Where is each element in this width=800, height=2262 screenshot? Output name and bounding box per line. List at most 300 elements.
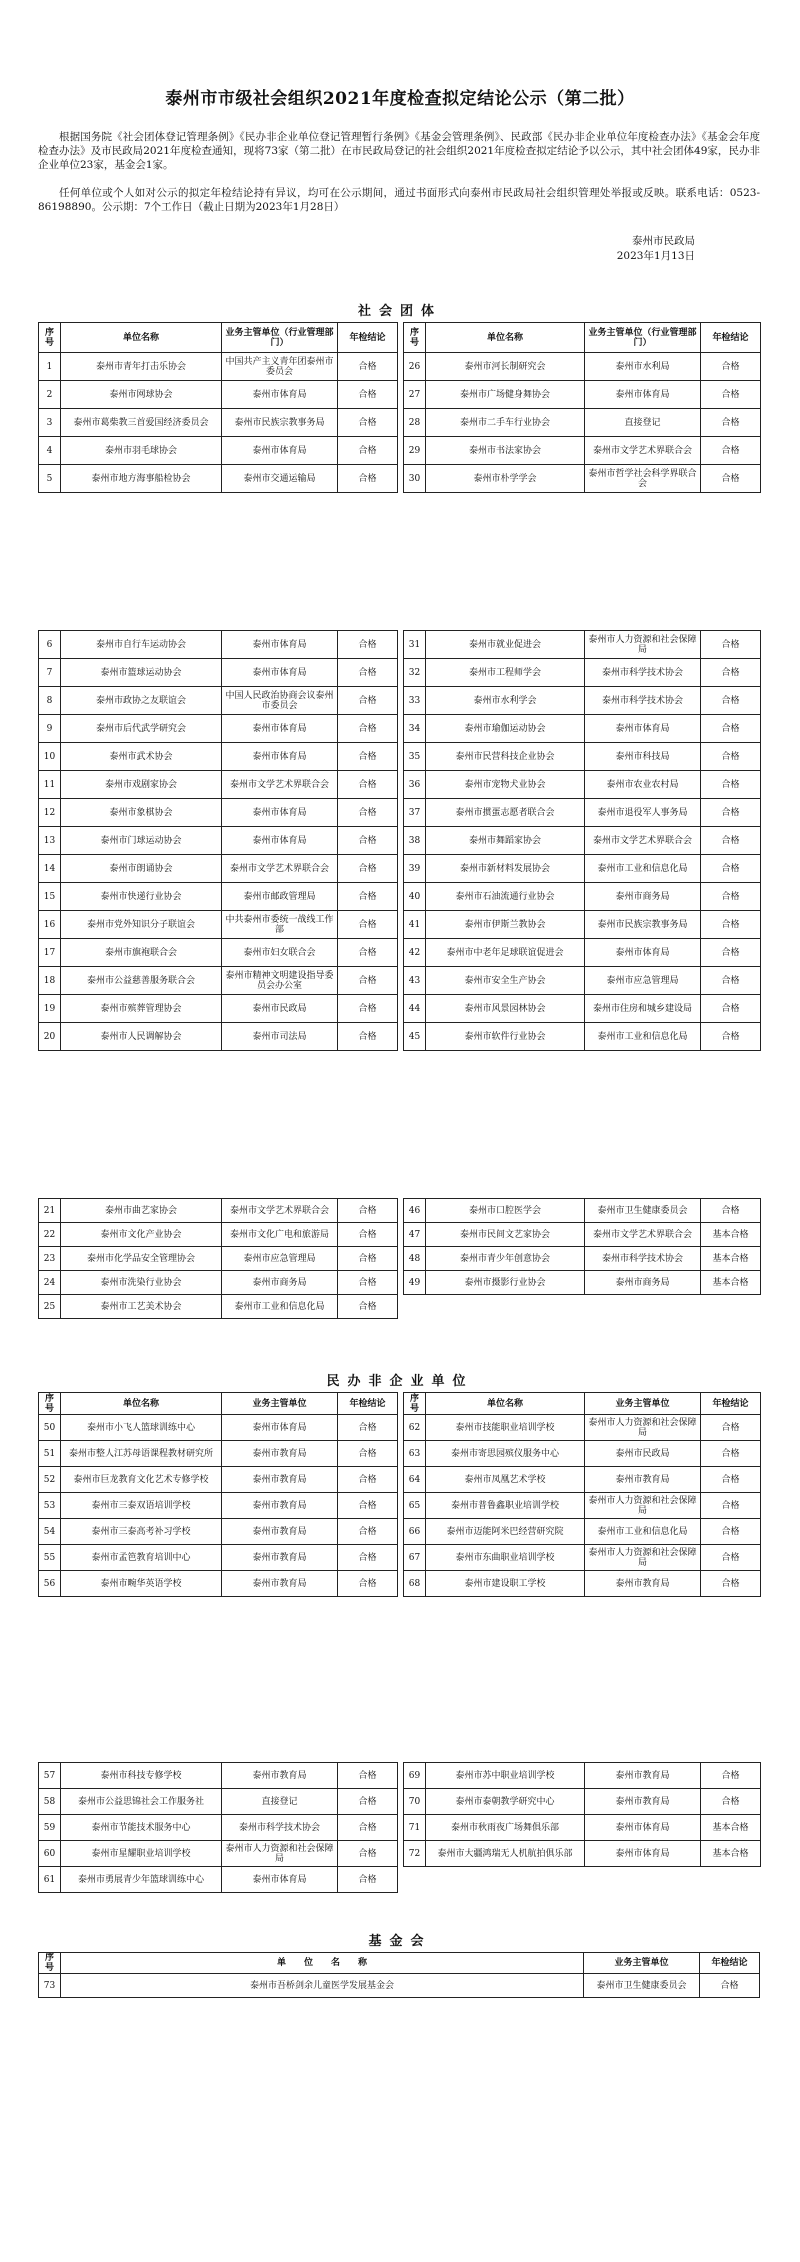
cell-name: 泰州市书法家协会: [426, 437, 585, 465]
header-result: 年检结论: [338, 1393, 398, 1415]
table-row: [39, 1023, 398, 1051]
section-title-private-nonenterprise: 民办非企业单位: [326, 1374, 474, 1389]
cell-result: 合格: [701, 799, 761, 827]
cell-name: 泰州市苏中职业培训学校: [426, 1763, 585, 1789]
cell-result: 合格: [701, 1467, 761, 1493]
cell-dept: 直接登记: [222, 1789, 338, 1815]
cell-result: 合格: [338, 911, 398, 939]
cell-result: 合格: [338, 1867, 398, 1893]
cell-name: 泰州市宠物犬业协会: [426, 771, 585, 799]
header-name: 单位名称: [426, 1393, 585, 1415]
cell-result: 合格: [701, 743, 761, 771]
cell-dept: 泰州市工业和信息化局: [585, 1023, 701, 1051]
intro-paragraph-2: 任何单位或个人如对公示的拟定年检结论持有异议，均可在公示期间，通过书面形式向泰州市民政局社会组织管理处举报或反映。联系电话：0523-86198890。公示期：7个工作日（截止日期为2023年1月28日）: [38, 187, 760, 213]
cell-result: 合格: [701, 1493, 761, 1519]
cell-name: 泰州市工艺美术协会: [61, 1295, 222, 1319]
cell-no: 65: [404, 1493, 426, 1519]
header-dept: 业务主管单位: [585, 1393, 701, 1415]
table-row: [39, 631, 398, 659]
cell-result: 合格: [338, 743, 398, 771]
cell-no: 38: [404, 827, 426, 855]
cell-dept: 泰州市教育局: [222, 1467, 338, 1493]
cell-no: 31: [404, 631, 426, 659]
cell-result: 合格: [338, 827, 398, 855]
cell-result: 合格: [701, 855, 761, 883]
cell-dept: 泰州市文学艺术界联合会: [585, 1223, 701, 1247]
cell-no: 33: [404, 687, 426, 715]
cell-dept: 泰州市体育局: [222, 659, 338, 687]
header-name: 单位名称: [426, 323, 585, 353]
cell-dept: 泰州市人力资源和社会保障局: [585, 1415, 701, 1441]
cell-result: 合格: [701, 1789, 761, 1815]
table-row: [39, 1467, 398, 1493]
table-st1-right: [403, 322, 761, 493]
cell-name: 泰州市风景园林协会: [426, 995, 585, 1023]
table-row: [404, 1199, 761, 1223]
table-row: [39, 1223, 398, 1247]
cell-dept: 泰州市文学艺术界联合会: [222, 1199, 338, 1223]
cell-result: 合格: [338, 995, 398, 1023]
table-row: [39, 1295, 398, 1319]
cell-dept: 泰州市文学艺术界联合会: [585, 437, 701, 465]
cell-name: 泰州市民间文艺家协会: [426, 1223, 585, 1247]
cell-result: 合格: [338, 631, 398, 659]
cell-no: 67: [404, 1545, 426, 1571]
table-row: [39, 381, 398, 409]
cell-no: 42: [404, 939, 426, 967]
header-dept: 业务主管单位（行业管理部门）: [585, 323, 701, 353]
cell-result: 合格: [701, 1545, 761, 1571]
cell-name: 泰州市普鲁鑫职业培训学校: [426, 1493, 585, 1519]
cell-no: 72: [404, 1841, 426, 1867]
header-name: 单位名称: [61, 1393, 222, 1415]
cell-no: 29: [404, 437, 426, 465]
cell-name: 泰州市掼蛋志愿者联合会: [426, 799, 585, 827]
cell-dept: 泰州市民政局: [222, 995, 338, 1023]
cell-no: 39: [404, 855, 426, 883]
cell-name: 泰州市建设职工学校: [426, 1571, 585, 1597]
cell-name: 泰州市舞蹈家协会: [426, 827, 585, 855]
header-dept: 业务主管单位（行业管理部门）: [222, 323, 338, 353]
cell-no: 7: [39, 659, 61, 687]
cell-name: 泰州市秋雨夜广场舞俱乐部: [426, 1815, 585, 1841]
table-row: [39, 1415, 398, 1441]
table-row: [39, 409, 398, 437]
table-row: [404, 1441, 761, 1467]
cell-name: 泰州市摄影行业协会: [426, 1271, 585, 1295]
cell-result: 基本合格: [701, 1247, 761, 1271]
cell-no: 10: [39, 743, 61, 771]
cell-name: 泰州市党外知识分子联谊会: [61, 911, 222, 939]
cell-name: 泰州市快递行业协会: [61, 883, 222, 911]
cell-name: 泰州市朴学学会: [426, 465, 585, 493]
cell-dept: 泰州市体育局: [585, 381, 701, 409]
cell-result: 合格: [338, 1571, 398, 1597]
header-result: 年检结论: [700, 1953, 760, 1974]
cell-no: 27: [404, 381, 426, 409]
header-no: 序号: [39, 323, 61, 353]
cell-result: 合格: [701, 995, 761, 1023]
table-header-row: [39, 1953, 760, 1974]
cell-dept: 泰州市民族宗教事务局: [585, 911, 701, 939]
cell-dept: 泰州市民族宗教事务局: [222, 409, 338, 437]
cell-result: 合格: [338, 659, 398, 687]
section-title-foundations: 基金会: [368, 1934, 432, 1949]
cell-dept: 泰州市文学艺术界联合会: [222, 855, 338, 883]
cell-result: 合格: [701, 771, 761, 799]
table-mf2-right: [403, 1762, 761, 1867]
header-result: 年检结论: [338, 323, 398, 353]
cell-name: 泰州市石油流通行业协会: [426, 883, 585, 911]
cell-no: 54: [39, 1519, 61, 1545]
cell-no: 4: [39, 437, 61, 465]
cell-result: 基本合格: [701, 1815, 761, 1841]
cell-name: 泰州市孟笆教育培训中心: [61, 1545, 222, 1571]
cell-no: 60: [39, 1841, 61, 1867]
table-header-row: [404, 323, 761, 353]
cell-result: 合格: [338, 1519, 398, 1545]
table-row: [39, 855, 398, 883]
table-row: [404, 1247, 761, 1271]
header-name: 单位名称: [61, 323, 222, 353]
cell-name: 泰州市东曲职业培训学校: [426, 1545, 585, 1571]
signature-date: 2023年1月13日: [616, 250, 695, 262]
table-row: [39, 1199, 398, 1223]
cell-result: 合格: [701, 409, 761, 437]
cell-dept: 泰州市体育局: [585, 715, 701, 743]
table-row: [404, 967, 761, 995]
cell-name: 泰州市安全生产协会: [426, 967, 585, 995]
cell-result: 合格: [701, 939, 761, 967]
table-row: [404, 687, 761, 715]
table-st2-left: [38, 630, 398, 1051]
table-row: [404, 1789, 761, 1815]
cell-result: 合格: [701, 1199, 761, 1223]
cell-no: 32: [404, 659, 426, 687]
cell-dept: 泰州市科学技术协会: [585, 1247, 701, 1271]
cell-no: 2: [39, 381, 61, 409]
cell-no: 5: [39, 465, 61, 493]
cell-dept: 泰州市体育局: [222, 1415, 338, 1441]
cell-result: 合格: [338, 1271, 398, 1295]
cell-dept: 泰州市邮政管理局: [222, 883, 338, 911]
cell-dept: 泰州市妇女联合会: [222, 939, 338, 967]
cell-result: 合格: [701, 465, 761, 493]
cell-no: 64: [404, 1467, 426, 1493]
cell-name: 泰州市化学品安全管理协会: [61, 1247, 222, 1271]
cell-result: 合格: [701, 353, 761, 381]
table-row: [404, 353, 761, 381]
table-row: [39, 437, 398, 465]
cell-name: 泰州市青年打击乐协会: [61, 353, 222, 381]
intro-paragraph-1: 根据国务院《社会团体登记管理条例》《民办非企业单位登记管理暂行条例》《基金会管理条例》、民政部《民办非企业单位年度检查办法》《基金会年度检查办法》及市民政局2021年度检查通知，现将73家（第二批）在市民政局登记的社会组织2021年度检查拟定结论予以公示，其中社会团体49家，民办非企业单位23家，基金会1家。: [38, 131, 760, 171]
cell-dept: 泰州市体育局: [222, 799, 338, 827]
cell-name: 泰州市象棋协会: [61, 799, 222, 827]
cell-name: 泰州市篮球运动协会: [61, 659, 222, 687]
cell-no: 43: [404, 967, 426, 995]
cell-no: 21: [39, 1199, 61, 1223]
cell-name: 泰州市公益思锦社会工作服务社: [61, 1789, 222, 1815]
cell-name: 泰州市中老年足球联谊促进会: [426, 939, 585, 967]
table-mf1-left: [38, 1392, 398, 1597]
table-row: [404, 1023, 761, 1051]
cell-no: 30: [404, 465, 426, 493]
cell-no: 68: [404, 1571, 426, 1597]
cell-result: 合格: [338, 687, 398, 715]
cell-no: 19: [39, 995, 61, 1023]
cell-result: 合格: [338, 409, 398, 437]
cell-name: 泰州市软件行业协会: [426, 1023, 585, 1051]
cell-name: 泰州市星耀职业培训学校: [61, 1841, 222, 1867]
table-row: [404, 939, 761, 967]
table-row: [404, 1841, 761, 1867]
table-row: [39, 1867, 398, 1893]
cell-name: 泰州市政协之友联谊会: [61, 687, 222, 715]
table-row: [39, 1441, 398, 1467]
cell-no: 58: [39, 1789, 61, 1815]
cell-result: 合格: [701, 715, 761, 743]
table-row: [39, 715, 398, 743]
table-row: [404, 1763, 761, 1789]
cell-no: 70: [404, 1789, 426, 1815]
table-row: [404, 911, 761, 939]
cell-dept: 泰州市文化广电和旅游局: [222, 1223, 338, 1247]
header-no: 序号: [39, 1393, 61, 1415]
table-row: [39, 911, 398, 939]
table-row: [39, 659, 398, 687]
cell-no: 28: [404, 409, 426, 437]
cell-name: 泰州市吾桥剑余儿童医学发展基金会: [61, 1974, 584, 1998]
cell-dept: 泰州市人力资源和社会保障局: [222, 1841, 338, 1867]
cell-result: 合格: [338, 437, 398, 465]
table-row: [39, 883, 398, 911]
table-row: [39, 827, 398, 855]
cell-name: 泰州市民营科技企业协会: [426, 743, 585, 771]
header-result: 年检结论: [701, 323, 761, 353]
table-row: [404, 1271, 761, 1295]
cell-result: 合格: [338, 1415, 398, 1441]
header-name: 单 位 名 称: [61, 1953, 584, 1974]
cell-no: 45: [404, 1023, 426, 1051]
cell-no: 15: [39, 883, 61, 911]
cell-name: 泰州市寄思园殡仪服务中心: [426, 1441, 585, 1467]
cell-no: 16: [39, 911, 61, 939]
cell-dept: 泰州市体育局: [222, 381, 338, 409]
table-row: [39, 939, 398, 967]
cell-name: 泰州市水利学会: [426, 687, 585, 715]
cell-dept: 中国人民政治协商会议泰州市委员会: [222, 687, 338, 715]
table-row: [404, 883, 761, 911]
cell-name: 泰州市公益慈善服务联合会: [61, 967, 222, 995]
cell-result: 合格: [338, 1023, 398, 1051]
table-row: [39, 1519, 398, 1545]
cell-no: 12: [39, 799, 61, 827]
cell-result: 合格: [701, 437, 761, 465]
table-st3-left: [38, 1198, 398, 1319]
cell-name: 泰州市河长制研究会: [426, 353, 585, 381]
cell-dept: 泰州市科学技术协会: [222, 1815, 338, 1841]
table-row: [39, 1247, 398, 1271]
table-row: [404, 995, 761, 1023]
table-row: [39, 1841, 398, 1867]
cell-no: 69: [404, 1763, 426, 1789]
cell-name: 泰州市迈能阿米巴经营研究院: [426, 1519, 585, 1545]
cell-dept: 泰州市体育局: [585, 939, 701, 967]
cell-result: 合格: [338, 1789, 398, 1815]
cell-no: 63: [404, 1441, 426, 1467]
table-row: [404, 659, 761, 687]
cell-name: 泰州市伊斯兰教协会: [426, 911, 585, 939]
cell-no: 11: [39, 771, 61, 799]
cell-dept: 泰州市应急管理局: [585, 967, 701, 995]
cell-name: 泰州市广场健身舞协会: [426, 381, 585, 409]
table-row: [404, 1223, 761, 1247]
cell-result: 合格: [338, 1545, 398, 1571]
table-row: [404, 771, 761, 799]
table-row: [39, 1763, 398, 1789]
table-row: [404, 799, 761, 827]
table-row: [39, 1815, 398, 1841]
cell-dept: 泰州市教育局: [585, 1467, 701, 1493]
table-row: [39, 995, 398, 1023]
cell-dept: 泰州市文学艺术界联合会: [585, 827, 701, 855]
cell-dept: 泰州市体育局: [222, 1867, 338, 1893]
cell-dept: 泰州市科技局: [585, 743, 701, 771]
cell-result: 合格: [338, 1223, 398, 1247]
cell-no: 59: [39, 1815, 61, 1841]
table-row: [39, 743, 398, 771]
table-row: [404, 743, 761, 771]
page-title: 泰州市市级社会组织2021年度检查拟定结论公示（第二批）: [165, 89, 635, 109]
table-row: [404, 1493, 761, 1519]
cell-no: 8: [39, 687, 61, 715]
table-row: [39, 1571, 398, 1597]
cell-dept: 泰州市教育局: [222, 1493, 338, 1519]
cell-name: 泰州市勇展青少年篮球训练中心: [61, 1867, 222, 1893]
cell-dept: 泰州市卫生健康委员会: [584, 1974, 700, 1998]
cell-name: 泰州市新材料发展协会: [426, 855, 585, 883]
table-row: [404, 631, 761, 659]
cell-no: 52: [39, 1467, 61, 1493]
cell-dept: 泰州市精神文明建设指导委员会办公室: [222, 967, 338, 995]
cell-result: 合格: [338, 715, 398, 743]
cell-dept: 泰州市体育局: [585, 1815, 701, 1841]
cell-no: 18: [39, 967, 61, 995]
cell-dept: 泰州市商务局: [585, 1271, 701, 1295]
cell-no: 61: [39, 1867, 61, 1893]
table-row: [39, 799, 398, 827]
cell-name: 泰州市三泰双语培训学校: [61, 1493, 222, 1519]
cell-name: 泰州市泰朝教学研究中心: [426, 1789, 585, 1815]
cell-no: 57: [39, 1763, 61, 1789]
table-row: [39, 771, 398, 799]
cell-result: 合格: [338, 939, 398, 967]
cell-no: 36: [404, 771, 426, 799]
table-mf2-left: [38, 1762, 398, 1893]
cell-name: 泰州市大疆鸿瑞无人机航拍俱乐部: [426, 1841, 585, 1867]
cell-no: 6: [39, 631, 61, 659]
table-header-row: [39, 1393, 398, 1415]
cell-no: 37: [404, 799, 426, 827]
cell-name: 泰州市二手车行业协会: [426, 409, 585, 437]
table-row: [404, 1467, 761, 1493]
cell-result: 合格: [701, 967, 761, 995]
cell-result: 合格: [701, 1415, 761, 1441]
cell-result: 合格: [701, 1763, 761, 1789]
cell-name: 泰州市技能职业培训学校: [426, 1415, 585, 1441]
cell-dept: 泰州市体育局: [222, 827, 338, 855]
cell-result: 合格: [338, 1493, 398, 1519]
table-st3-right: [403, 1198, 761, 1295]
cell-result: 合格: [701, 1023, 761, 1051]
cell-result: 基本合格: [701, 1271, 761, 1295]
cell-name: 泰州市小飞人篮球训练中心: [61, 1415, 222, 1441]
cell-name: 泰州市文化产业协会: [61, 1223, 222, 1247]
cell-name: 泰州市巨龙教育文化艺术专修学校: [61, 1467, 222, 1493]
cell-dept: 泰州市人力资源和社会保障局: [585, 1545, 701, 1571]
cell-result: 合格: [701, 687, 761, 715]
cell-result: 合格: [338, 1815, 398, 1841]
cell-result: 合格: [338, 799, 398, 827]
table-row: [404, 1519, 761, 1545]
cell-name: 泰州市工程师学会: [426, 659, 585, 687]
cell-result: 合格: [338, 771, 398, 799]
cell-name: 泰州市人民调解协会: [61, 1023, 222, 1051]
cell-dept: 泰州市人力资源和社会保障局: [585, 631, 701, 659]
table-row: [39, 1789, 398, 1815]
table-row: [39, 967, 398, 995]
cell-no: 44: [404, 995, 426, 1023]
table-row: [404, 855, 761, 883]
cell-name: 泰州市自行车运动协会: [61, 631, 222, 659]
cell-dept: 泰州市文学艺术界联合会: [222, 771, 338, 799]
cell-no: 17: [39, 939, 61, 967]
cell-no: 48: [404, 1247, 426, 1271]
cell-name: 泰州市网球协会: [61, 381, 222, 409]
cell-no: 26: [404, 353, 426, 381]
cell-name: 泰州市旗袍联合会: [61, 939, 222, 967]
cell-result: 合格: [701, 827, 761, 855]
header-no: 序号: [39, 1953, 61, 1974]
cell-dept: 泰州市商务局: [222, 1271, 338, 1295]
table-row: [39, 1271, 398, 1295]
header-no: 序号: [404, 1393, 426, 1415]
cell-result: 合格: [338, 1841, 398, 1867]
cell-dept: 泰州市教育局: [222, 1763, 338, 1789]
cell-dept: 泰州市工业和信息化局: [222, 1295, 338, 1319]
cell-result: 合格: [338, 883, 398, 911]
cell-dept: 泰州市体育局: [222, 631, 338, 659]
section-title-social-groups: 社会团体: [357, 304, 442, 319]
cell-no: 73: [39, 1974, 61, 1998]
cell-dept: 泰州市工业和信息化局: [585, 1519, 701, 1545]
cell-no: 66: [404, 1519, 426, 1545]
table-row: [39, 1974, 760, 1998]
cell-name: 泰州市凤凰艺术学校: [426, 1467, 585, 1493]
table-row: [404, 381, 761, 409]
cell-result: 基本合格: [701, 1841, 761, 1867]
cell-result: 合格: [338, 967, 398, 995]
cell-no: 3: [39, 409, 61, 437]
cell-name: 泰州市葛柴教三首爱国经济委员会: [61, 409, 222, 437]
table-row: [39, 1493, 398, 1519]
cell-no: 56: [39, 1571, 61, 1597]
cell-name: 泰州市口腔医学会: [426, 1199, 585, 1223]
cell-name: 泰州市节能技术服务中心: [61, 1815, 222, 1841]
table-row: [39, 687, 398, 715]
cell-no: 55: [39, 1545, 61, 1571]
cell-dept: 泰州市住房和城乡建设局: [585, 995, 701, 1023]
